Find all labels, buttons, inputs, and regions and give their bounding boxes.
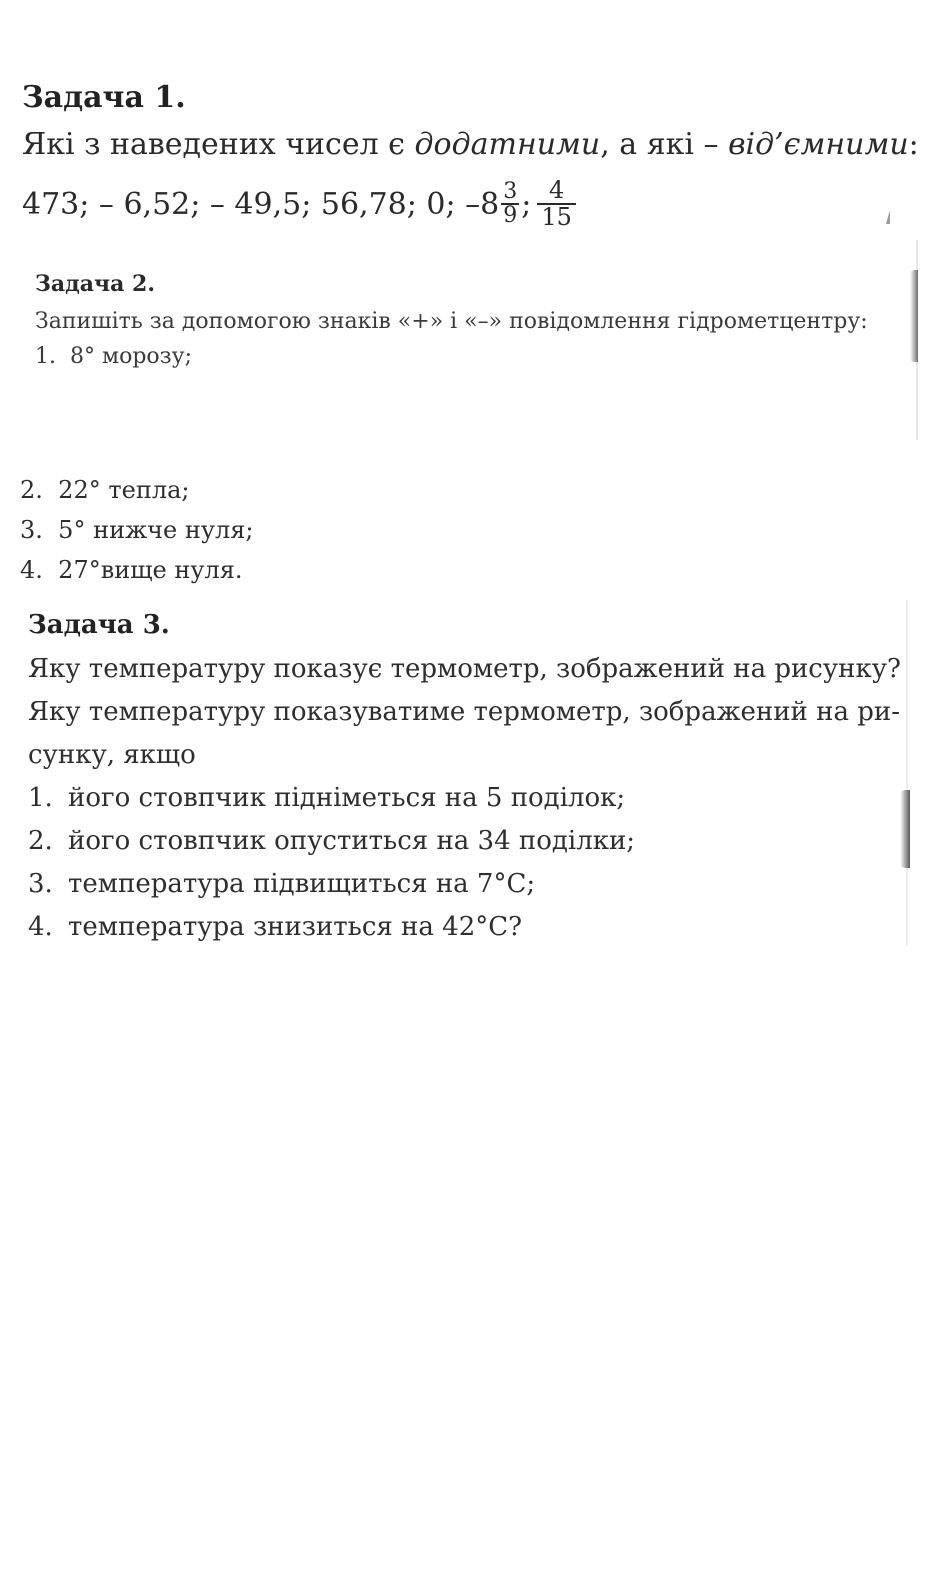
mixed-fraction-denominator: 9 [503,203,518,229]
task2-item-number: 2. [20,476,43,504]
task1-numbers [22,178,576,230]
page-edge-shadow [900,790,910,868]
task3-item-text: його стовпчик підніметься на 5 поділок; [68,783,626,813]
task1-separator: ; [521,186,532,222]
task2-item [20,470,253,510]
task3-item [28,863,901,906]
fraction-numerator: 4 [548,176,565,204]
task3-item-number: 4. [28,912,53,942]
task3-item [28,906,901,949]
task1-positive-word: додатними [414,127,601,162]
task2-question: Запишіть за допомогою знаків «+» і «–» повідомлення гідрометцентру: [35,309,868,334]
task2-title: Задача 2. [35,271,156,297]
task1-question-middle: , а які – [600,127,729,162]
task2-item [20,550,253,590]
task3-item-number: 1. [28,783,53,813]
scan-mark [886,210,890,224]
task1-question [22,127,919,162]
task2-item-number: 3. [20,516,43,544]
task1-question-suffix: : [908,127,919,162]
task2-item-text: 8° морозу; [70,344,193,369]
task1-numbers-text: 473; – 6,52; – 49,5; 56,78; 0; –8 [22,186,500,222]
task2-item-text: 22° тепла; [58,476,190,504]
task2-item-number: 4. [20,556,43,584]
task3-item [28,820,901,863]
task3-item-text: температура підвищиться на 7°С; [68,869,536,899]
task3-line: сунку, якщо [28,740,196,770]
task1-fraction [537,178,576,230]
fraction-denominator: 15 [537,203,576,230]
task2-item [35,344,192,369]
task1-negative-word: від’ємними [728,127,909,162]
page-edge-shadow [910,270,918,362]
task2-item-number: 1. [35,344,56,369]
task3-item-number: 3. [28,869,53,899]
page-edge-shadow [906,600,908,945]
task1-question-prefix: Які з наведених чисел є [22,127,415,162]
task3-title: Задача 3. [28,610,170,640]
task3-body [28,648,901,949]
task3-line: Яку температуру показує термометр, зображений на рисунку? [28,654,901,684]
task1-mixed-fraction [501,181,519,227]
task2-item [20,510,253,550]
mixed-fraction-numerator: 3 [503,179,518,205]
task3-line: Яку температуру показуватиме термометр, зображений на ри- [28,697,900,727]
task3-item-text: його стовпчик опуститься на 34 поділки; [68,826,636,856]
task3-item-text: температура знизиться на 42°С? [68,912,523,942]
task2-list [20,470,253,590]
task2-item-text: 5° нижче нуля; [58,516,254,544]
task3-item [28,777,901,820]
task2-item-text: 27°вище нуля. [58,556,243,584]
task3-item-number: 2. [28,826,53,856]
task1-title: Задача 1. [22,80,186,115]
